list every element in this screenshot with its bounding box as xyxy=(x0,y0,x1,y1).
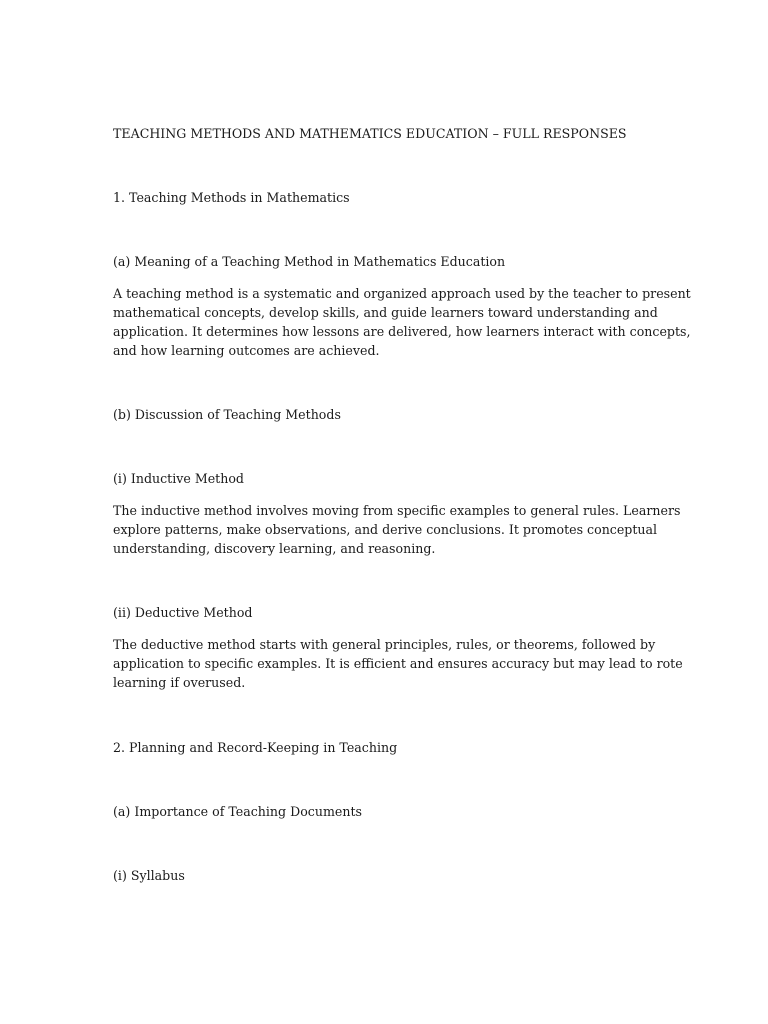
subsection-1a-heading: (a) Meaning of a Teaching Method in Mathematics Education xyxy=(113,254,506,269)
document-title: TEACHING METHODS AND MATHEMATICS EDUCATION – FULL RESPONSES xyxy=(113,126,627,141)
subsection-1a-line-3: application. It determines how lessons are delivered, how learners interact with concepts, xyxy=(113,324,691,339)
section-1-heading: 1. Teaching Methods in Mathematics xyxy=(113,190,350,205)
deductive-method-line-2: application to specific examples. It is efficient and ensures accuracy but may lead to rote xyxy=(113,656,683,671)
inductive-method-line-1: The inductive method involves moving from specific examples to general rules. Learners xyxy=(113,503,681,518)
deductive-method-line-3: learning if overused. xyxy=(113,675,246,690)
subsection-1a-line-1: A teaching method is a systematic and organized approach used by the teacher to present xyxy=(113,286,691,301)
inductive-method-line-2: explore patterns, make observations, and derive conclusions. It promotes conceptual xyxy=(113,522,658,537)
subsection-2a-heading: (a) Importance of Teaching Documents xyxy=(113,804,362,819)
inductive-method-line-3: understanding, discovery learning, and reasoning. xyxy=(113,541,436,556)
section-2-heading: 2. Planning and Record-Keeping in Teaching xyxy=(113,740,398,755)
inductive-method-heading: (i) Inductive Method xyxy=(113,471,244,486)
syllabus-heading: (i) Syllabus xyxy=(113,868,185,883)
deductive-method-heading: (ii) Deductive Method xyxy=(113,605,253,620)
subsection-1a-line-2: mathematical concepts, develop skills, and guide learners toward understanding and xyxy=(113,305,658,320)
subsection-1a-line-4: and how learning outcomes are achieved. xyxy=(113,343,380,358)
deductive-method-line-1: The deductive method starts with general principles, rules, or theorems, followed by xyxy=(113,637,656,652)
subsection-1b-heading: (b) Discussion of Teaching Methods xyxy=(113,407,341,422)
